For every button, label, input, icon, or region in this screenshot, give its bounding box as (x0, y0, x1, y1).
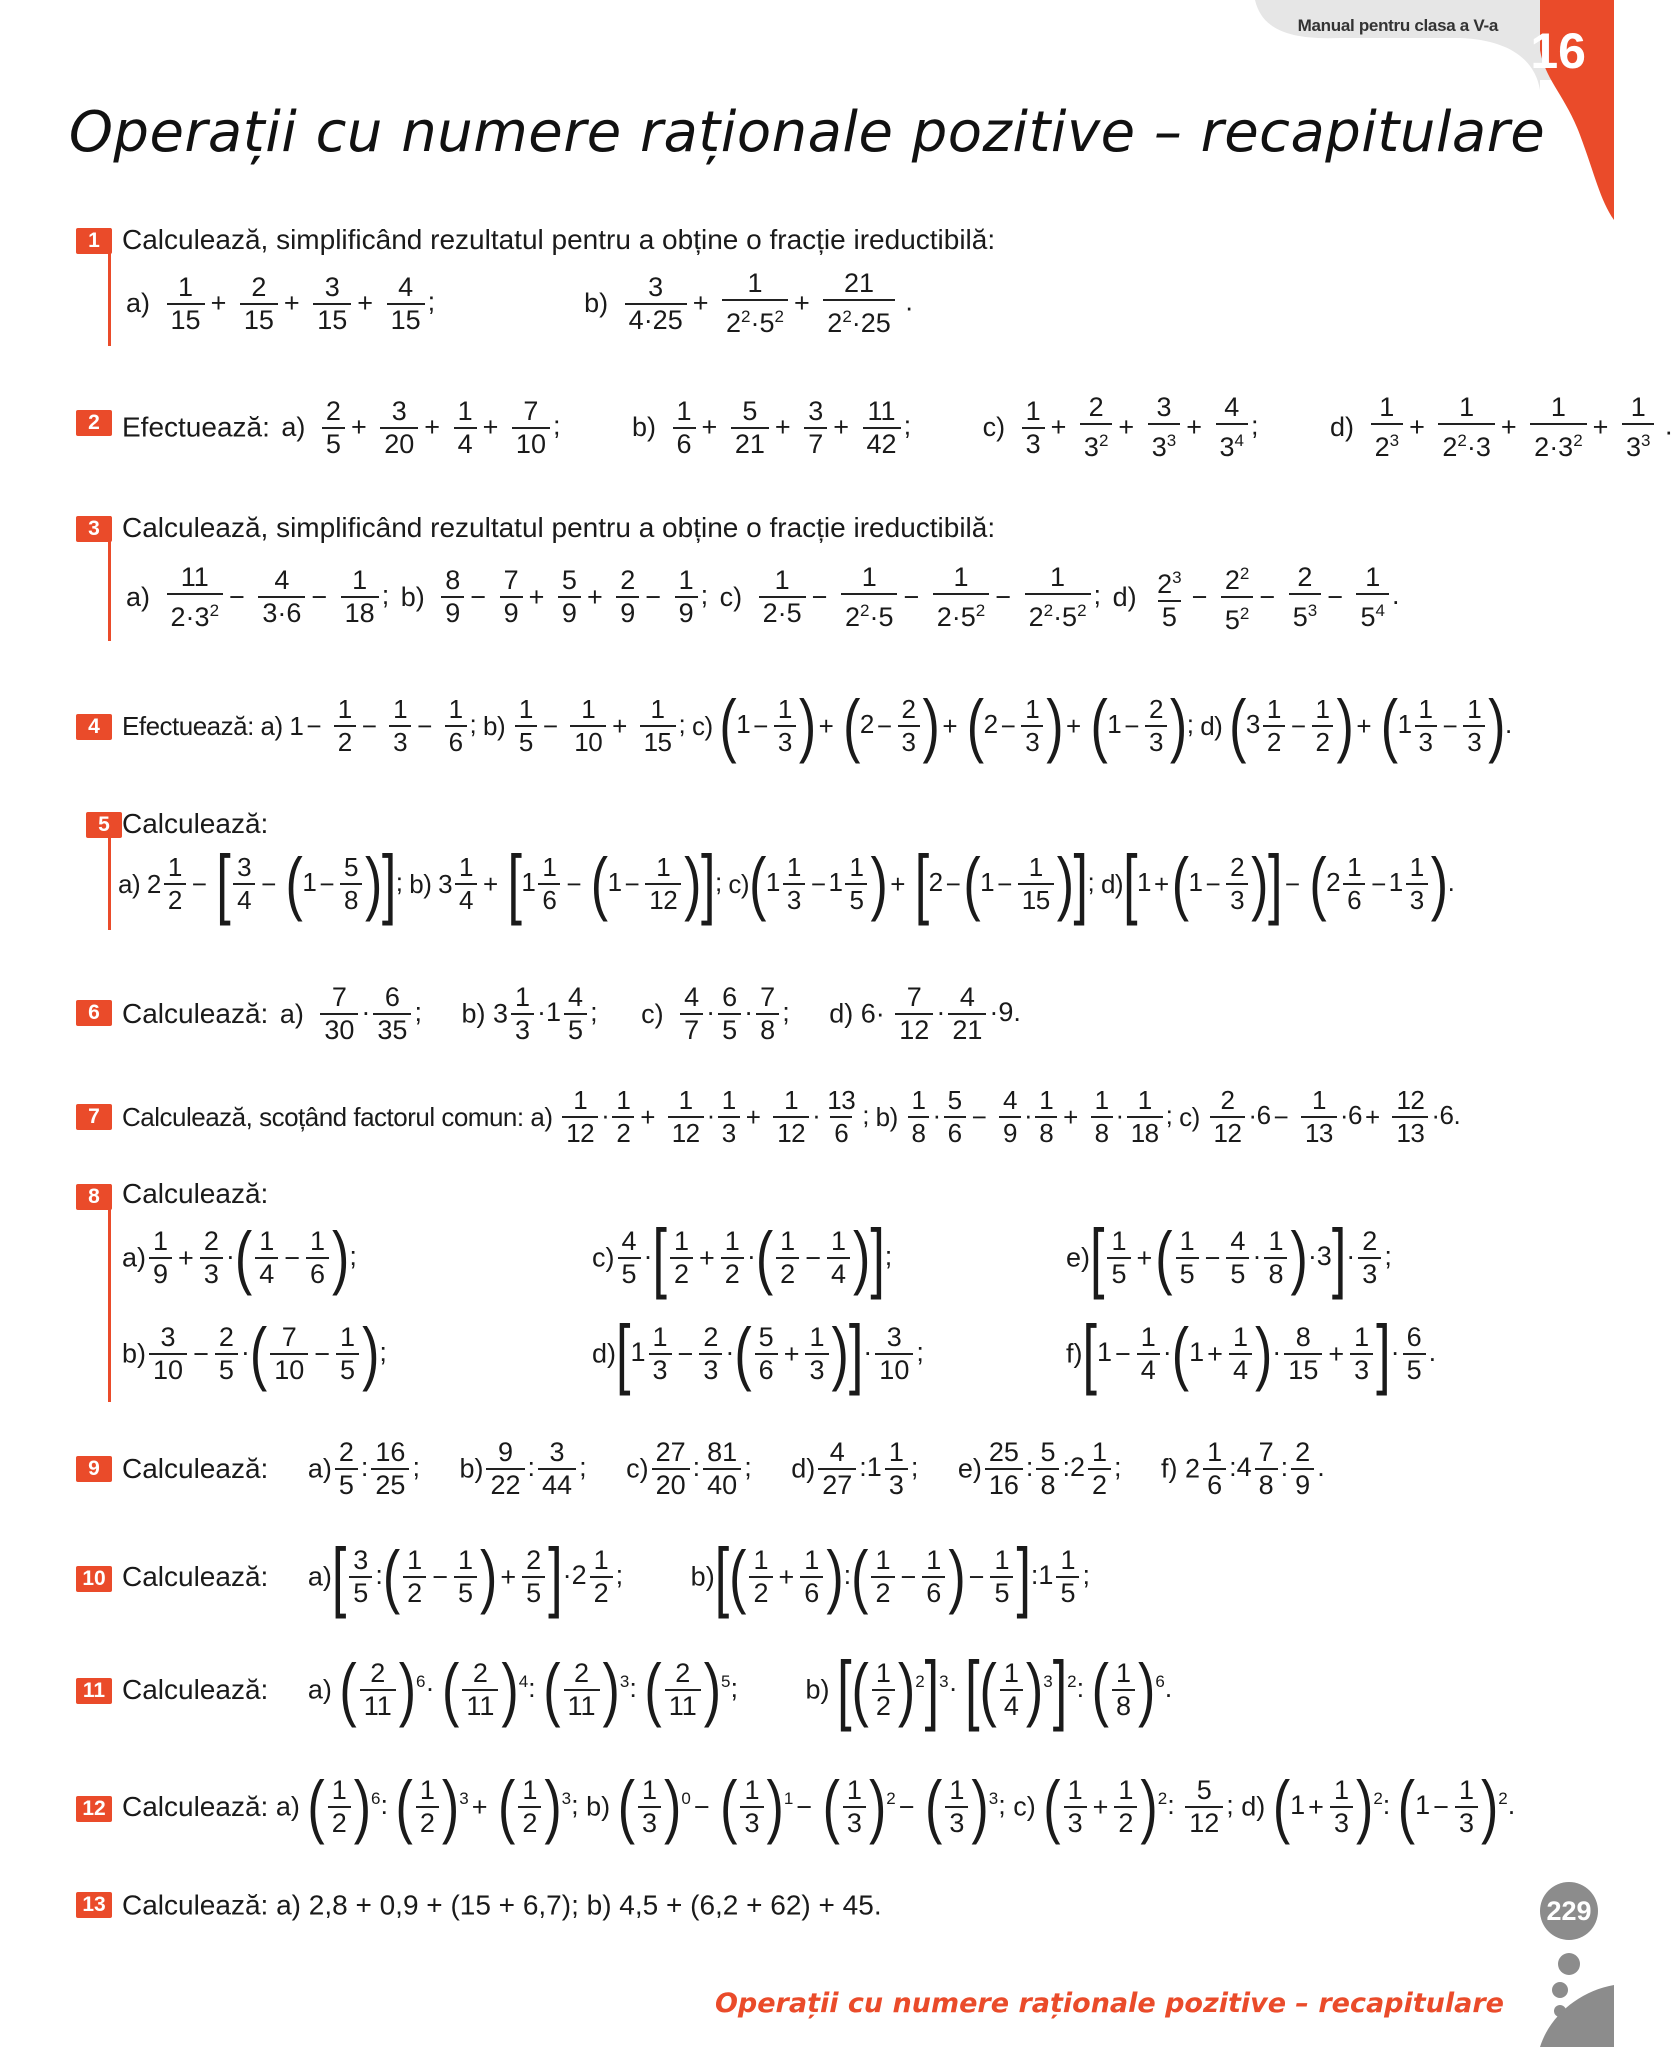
exercise-2-number: 2 (76, 410, 112, 436)
exercise-8-number: 8 (76, 1184, 112, 1210)
exercise-3-items: a) $\frac{11}{2\cdot 3^2}$ − $\frac{4}{3\cdot 6}$ − $\frac{1}{18}$ ; b) $\frac{8}{9}$ − $\frac{7}{9}$ + $\frac{5}{9}$ + $\frac{2}{9}$ − $\frac{1}{9}$ ; c) $\frac{1}{2\cdot 5}$ − $\frac{1}{2^2\cdot 5}$ − $\frac{1}{2\cdot 5^2}$ − $\frac{1}{2^2\cdot 5^2}$ ; d) $\frac{2^3}{5}$ − $\frac{2^2}{5^2}$ − $\frac{2}{5^3}$ − $\frac{1}{5^4}$ . (126, 561, 1400, 635)
exercise-4-items: Efectuează: a) 1 − $\frac{1}{2}$ − $\frac{1}{3}$ − $\frac{1}{6}$ ; b) $\frac{1}{5}$ − $\frac{1}{10}$ + $\frac{1}{15}$ ; c) (1 − $\frac{1}{3}$ ) + (2 − $\frac{2}{3}$ ) + (2 − $\frac{1}{3}$ ) + (1 − $\frac{2}{3}$ ); d) (3 $\frac{1}{2}$ − $\frac{1}{2}$ ) + (1 $\frac{1}{3}$ − $\frac{1}{3}$ ). (122, 686, 1512, 766)
exercise-6-instruction: Calculează: (122, 998, 269, 1029)
exercise-1-number: 1 (76, 228, 112, 254)
exercise-1-items: a) $\frac{1}{15}$ + $\frac{2}{15}$ + $\frac{3}{15}$ + $\frac{4}{15}$ ; b) $\frac{3}{4\cdot 25}$ + $\frac{1}{2^2\cdot 5^2}$ + $\frac{21}{2^2\cdot 25}$ . (126, 268, 913, 338)
exercise-10-number: 10 (76, 1566, 112, 1592)
exercise-7-instruction: Calculează, scoțând factorul comun: (122, 1102, 524, 1132)
exercise-13-instruction: Calculează: (122, 1889, 269, 1921)
exercise-8-b: b) $\frac{3}{10}$ − $\frac{2}{5}$ ·( $\frac{7}{10}$ − $\frac{1}{5}$ ); (122, 1314, 387, 1394)
exercise-9-instruction: Calculează: (122, 1453, 269, 1484)
exercise-7-number: 7 (76, 1104, 112, 1130)
page-title: Operații cu numere raționale pozitive – recapitulare (68, 100, 1546, 165)
exercise-8-instruction: Calculează: (122, 1178, 269, 1209)
exercise-7-items: Calculează, scoțând factorul comun: a) $\frac{1}{12}$ · $\frac{1}{2}$ + $\frac{1}{12}$ · $\frac{1}{3}$ + $\frac{1}{12}$ · $\frac{13}{6}$ ; b) $\frac{1}{8}$ · $\frac{5}{6}$ − $\frac{4}{9}$ · $\frac{1}{8}$ + $\frac{1}{8}$ · $\frac{1}{18}$ ; c) $\frac{2}{12}$ ·6 − $\frac{1}{13}$ ·6 + $\frac{12}{13}$ ·6. (122, 1085, 1461, 1148)
exercise-6-items: Calculează: a) $\frac{7}{30}$ · $\frac{6}{35}$ ; b) 3 $\frac{1}{3}$ ·1 $\frac{4}{5}$ ; c) $\frac{4}{7}$ · $\frac{6}{5}$ · $\frac{7}{8}$ ; d) 6· $\frac{7}{12}$ · $\frac{4}{21}$ ·9. (122, 982, 1021, 1045)
footer-title: Operații cu numere raționale pozitive – recapitulare (714, 1988, 1504, 2019)
exercise-6-number: 6 (76, 1000, 112, 1026)
exercise-8-e: e)[ $\frac{1}{5}$ +( $\frac{1}{5}$ − $\frac{4}{5}$ · $\frac{1}{8}$ )·3]· $\frac{2}{3}$ ; (1066, 1214, 1392, 1302)
exercise-3-number: 3 (76, 516, 112, 542)
exercise-11-items: Calculează: a) ( $\frac{2}{11}$ )$^6$· ( $\frac{2}{11}$ )$^4$: ( $\frac{2}{11}$ )$^3$: ( $\frac{2}{11}$ )$^5$; b) [( $\frac{1}{2}$ )$^2$]$^3$· [( $\frac{1}{4}$ )$^3$]$^2$: ( $\frac{1}{8}$ )$^6$. (122, 1646, 1173, 1734)
exercise-12-items: Calculează: a) ( $\frac{1}{2}$ )$^6$: ( $\frac{1}{2}$ )$^3$ + ( $\frac{1}{2}$ )$^3$; b) ( $\frac{1}{3}$ )$^0$ − ( $\frac{1}{3}$ )$^1$ − ( $\frac{1}{3}$ )$^2$ − ( $\frac{1}{3}$ )$^3$; c) ( $\frac{1}{3}$ + $\frac{1}{2}$ )$^2$: $\frac{5}{12}$ ; d) (1 + $\frac{1}{3}$ )$^2$: (1 − $\frac{1}{3}$ )$^2$. (122, 1767, 1516, 1847)
decor-dot-1 (1558, 1953, 1580, 1975)
exercise-11-number: 11 (76, 1678, 112, 1704)
exercise-8-c: c) $\frac{4}{5}$ ·[ $\frac{1}{2}$ + $\frac{1}{2}$ ·( $\frac{1}{2}$ − $\frac{1}{4}$ )]; (592, 1214, 893, 1302)
exercise-5-items: a) 2 $\frac{1}{2}$ − [ $\frac{3}{4}$ − (1 − $\frac{5}{8}$ )]; b) 3 $\frac{1}{4}$ + [1 $\frac{1}{6}$ − (1 − $\frac{1}{12}$ )]; c)(1 $\frac{1}{3}$ − 1 $\frac{1}{5}$ ) + [2 −(1 − $\frac{1}{15}$ )]; d)[1 +(1 − $\frac{2}{3}$ )] − (2 $\frac{1}{6}$ − 1 $\frac{1}{3}$ ). (118, 840, 1455, 928)
exercise-9-items: Calculează: a) $\frac{2}{5}$ : $\frac{16}{25}$ ; b) $\frac{9}{22}$ : $\frac{3}{44}$ ; c) $\frac{27}{20}$ : $\frac{81}{40}$ ; d) $\frac{4}{27}$ :1 $\frac{1}{3}$ ; e) $\frac{25}{16}$ : $\frac{5}{8}$ :2 $\frac{1}{2}$ ; f) 2 $\frac{1}{6}$ :4 $\frac{7}{8}$ : $\frac{2}{9}$ . (122, 1437, 1325, 1500)
exercise-1-instruction: Calculează, simplificând rezultatul pentru a obține o fracție ireductibilă: (122, 224, 996, 255)
footer-corner (1540, 1985, 1614, 2047)
exercise-8-d: d)[1 $\frac{1}{3}$ − $\frac{2}{3}$ ·( $\frac{5}{6}$ + $\frac{1}{3}$ )]· $\frac{3}{10}$ ; (592, 1310, 924, 1398)
exercise-4-instruction: Efectuează: (122, 711, 254, 741)
exercise-5-instruction: Calculează: (122, 808, 269, 839)
exercise-10-instruction: Calculează: (122, 1561, 269, 1592)
exercise-13-number: 13 (76, 1892, 112, 1918)
exercise-9-number: 9 (76, 1456, 112, 1482)
exercise-8-a: a) $\frac{1}{9}$ + $\frac{2}{3}$ ·( $\frac{1}{4}$ − $\frac{1}{6}$ ); (122, 1218, 357, 1298)
exercise-13-text: a) 2,8 + 0,9 + (15 + 6,7); b) 4,5 + (6,2 + 62) + 45. (276, 1889, 882, 1921)
exercise-13-items (122, 1890, 882, 1920)
exercise-12-instruction: Calculează: (122, 1791, 269, 1822)
exercise-8-f: f)[1 − $\frac{1}{4}$ ·(1 + $\frac{1}{4}$ )· $\frac{8}{15}$ + $\frac{1}{3}$ ]· $\frac{6}{5}$ . (1066, 1310, 1437, 1398)
exercise-10-items: Calculează: a)[ $\frac{3}{5}$ :( $\frac{1}{2}$ − $\frac{1}{5}$ ) + $\frac{2}{5}$ ]·2 $\frac{1}{2}$ ; b)[( $\frac{1}{2}$ + $\frac{1}{6}$ ):( $\frac{1}{2}$ − $\frac{1}{6}$ ) − $\frac{1}{5}$ ]:1 $\frac{1}{5}$ ; (122, 1533, 1090, 1621)
manual-label: Manual pentru clasa a V-a (1297, 16, 1498, 35)
exercise-2-items: Efectuează: a) $\frac{2}{5}$ + $\frac{3}{20}$ + $\frac{1}{4}$ + $\frac{7}{10}$ ; b) $\frac{1}{6}$ + $\frac{5}{21}$ + $\frac{3}{7}$ + $\frac{11}{42}$ ; c) $\frac{1}{3}$ + $\frac{2}{3^2}$ + $\frac{3}{3^3}$ + $\frac{4}{3^4}$ ; d) $\frac{1}{2^3}$ + $\frac{1}{2^2\cdot 3}$ + $\frac{1}{2\cdot 3^2}$ + $\frac{1}{3^3}$ . (122, 392, 1672, 462)
exercise-4-number: 4 (76, 714, 112, 740)
exercise-3-instruction: Calculează, simplificând rezultatul pentru a obține o fracție ireductibilă: (122, 512, 996, 543)
page-number: 229 (1540, 1882, 1598, 1940)
exercise-2-instruction: Efectuează: (122, 411, 270, 443)
exercise-11-instruction: Calculează: (122, 1674, 269, 1705)
exercise-8-line (108, 1184, 111, 1402)
exercise-12-number: 12 (76, 1796, 112, 1822)
unit-number: 16 (1530, 23, 1586, 79)
exercise-5-number: 5 (86, 812, 122, 838)
